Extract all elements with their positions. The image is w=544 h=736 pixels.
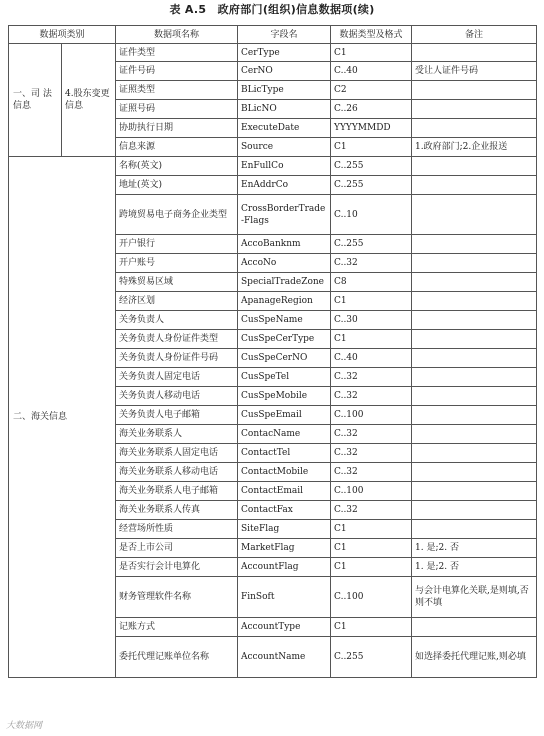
note-cell: 1.政府部门;2.企业报送 xyxy=(412,138,537,157)
note-cell xyxy=(412,501,537,520)
item-name-cell: 证照类型 xyxy=(116,81,238,100)
item-name-cell: 关务负责人移动电话 xyxy=(116,387,238,406)
note-cell xyxy=(412,520,537,539)
note-cell xyxy=(412,387,537,406)
item-name-cell: 开户账号 xyxy=(116,254,238,273)
field-name-cell: AccoBanknm xyxy=(238,235,331,254)
data-type-cell: C..32 xyxy=(331,254,412,273)
item-name-cell: 信息来源 xyxy=(116,138,238,157)
note-cell xyxy=(412,254,537,273)
note-cell: 受让人证件号码 xyxy=(412,62,537,81)
item-name-cell: 是否实行会计电算化 xyxy=(116,558,238,577)
table-caption: 表 A.5 政府部门(组织)信息数据项(续) xyxy=(169,3,375,16)
field-name-cell: BLicNO xyxy=(238,100,331,119)
header-field-name: 字段名 xyxy=(238,26,331,44)
data-type-cell: C..10 xyxy=(331,195,412,235)
item-name-cell: 开户银行 xyxy=(116,235,238,254)
field-name-cell: CerType xyxy=(238,44,331,62)
note-cell xyxy=(412,44,537,62)
note-cell xyxy=(412,195,537,235)
note-cell xyxy=(412,235,537,254)
data-type-cell: C..26 xyxy=(331,100,412,119)
item-name-cell: 是否上市公司 xyxy=(116,539,238,558)
field-name-cell: FinSoft xyxy=(238,577,331,618)
data-type-cell: C..32 xyxy=(331,387,412,406)
data-type-cell: C..100 xyxy=(331,577,412,618)
item-name-cell: 经济区划 xyxy=(116,292,238,311)
data-items-table xyxy=(8,25,537,678)
field-name-cell: EnAddrCo xyxy=(238,176,331,195)
note-cell xyxy=(412,463,537,482)
field-name-cell: SiteFlag xyxy=(238,520,331,539)
item-name-cell: 协助执行日期 xyxy=(116,119,238,138)
data-type-cell: C1 xyxy=(331,330,412,349)
item-name-cell: 证件类型 xyxy=(116,44,238,62)
data-type-cell: C1 xyxy=(331,520,412,539)
subcategory-cell: 4.股东变更信息 xyxy=(62,44,116,157)
data-type-cell: C8 xyxy=(331,273,412,292)
item-name-cell: 海关业务联系人电子邮箱 xyxy=(116,482,238,501)
field-name-cell: ExecuteDate xyxy=(238,119,331,138)
note-cell xyxy=(412,119,537,138)
field-name-cell: AccountFlag xyxy=(238,558,331,577)
note-cell xyxy=(412,349,537,368)
field-name-cell: ContacName xyxy=(238,425,331,444)
table-row xyxy=(9,44,537,62)
table-row xyxy=(9,157,537,176)
field-name-cell: SpecialTradeZone xyxy=(238,273,331,292)
note-cell xyxy=(412,273,537,292)
data-type-cell: YYYYMMDD xyxy=(331,119,412,138)
header-row xyxy=(9,26,537,44)
data-type-cell: C..100 xyxy=(331,406,412,425)
field-name-cell: CrossBorderTrade-Flags xyxy=(238,195,331,235)
field-name-cell: CerNO xyxy=(238,62,331,81)
field-name-cell: CusSpeCerNO xyxy=(238,349,331,368)
data-type-cell: C1 xyxy=(331,44,412,62)
item-name-cell: 关务负责人 xyxy=(116,311,238,330)
data-type-cell: C..30 xyxy=(331,311,412,330)
item-name-cell: 关务负责人固定电话 xyxy=(116,368,238,387)
item-name-cell: 名称(英文) xyxy=(116,157,238,176)
item-name-cell: 海关业务联系人传真 xyxy=(116,501,238,520)
note-cell: 与会计电算化关联,是则填,否则不填 xyxy=(412,577,537,618)
note-cell xyxy=(412,444,537,463)
item-name-cell: 经营场所性质 xyxy=(116,520,238,539)
item-name-cell: 财务管理软件名称 xyxy=(116,577,238,618)
watermark-text: 大数据网 xyxy=(6,721,43,731)
item-name-cell: 证件号码 xyxy=(116,62,238,81)
item-name-cell: 委托代理记账单位名称 xyxy=(116,637,238,678)
field-name-cell: AccountName xyxy=(238,637,331,678)
data-type-cell: C2 xyxy=(331,81,412,100)
item-name-cell: 记账方式 xyxy=(116,618,238,637)
item-name-cell: 关务负责人电子邮箱 xyxy=(116,406,238,425)
item-name-cell: 海关业务联系人 xyxy=(116,425,238,444)
note-cell xyxy=(412,425,537,444)
note-cell xyxy=(412,330,537,349)
item-name-cell: 地址(英文) xyxy=(116,176,238,195)
data-type-cell: C..32 xyxy=(331,463,412,482)
note-cell: 1. 是;2. 否 xyxy=(412,558,537,577)
data-type-cell: C1 xyxy=(331,292,412,311)
field-name-cell: CusSpeCerType xyxy=(238,330,331,349)
note-cell xyxy=(412,406,537,425)
note-cell xyxy=(412,311,537,330)
data-type-cell: C..32 xyxy=(331,501,412,520)
data-type-cell: C..32 xyxy=(331,444,412,463)
item-name-cell: 跨境贸易电子商务企业类型 xyxy=(116,195,238,235)
data-type-cell: C..32 xyxy=(331,425,412,444)
item-name-cell: 海关业务联系人移动电话 xyxy=(116,463,238,482)
field-name-cell: ContactTel xyxy=(238,444,331,463)
field-name-cell: ContactFax xyxy=(238,501,331,520)
item-name-cell: 关务负责人身份证件类型 xyxy=(116,330,238,349)
field-name-cell: Source xyxy=(238,138,331,157)
header-data-type: 数据类型及格式 xyxy=(331,26,412,44)
field-name-cell: CusSpeEmail xyxy=(238,406,331,425)
field-name-cell: ApanageRegion xyxy=(238,292,331,311)
data-type-cell: C1 xyxy=(331,138,412,157)
field-name-cell: AccountType xyxy=(238,618,331,637)
data-type-cell: C1 xyxy=(331,558,412,577)
note-cell xyxy=(412,618,537,637)
field-name-cell: BLicType xyxy=(238,81,331,100)
data-type-cell: C..100 xyxy=(331,482,412,501)
field-name-cell: MarketFlag xyxy=(238,539,331,558)
field-name-cell: ContactEmail xyxy=(238,482,331,501)
data-type-cell: C..40 xyxy=(331,349,412,368)
data-type-cell: C..255 xyxy=(331,157,412,176)
data-type-cell: C..255 xyxy=(331,176,412,195)
note-cell xyxy=(412,368,537,387)
header-item-name: 数据项名称 xyxy=(116,26,238,44)
note-cell xyxy=(412,100,537,119)
note-cell xyxy=(412,81,537,100)
field-name-cell: AccoNo xyxy=(238,254,331,273)
data-type-cell: C1 xyxy=(331,618,412,637)
data-type-cell: C1 xyxy=(331,539,412,558)
note-cell: 1. 是;2. 否 xyxy=(412,539,537,558)
field-name-cell: CusSpeName xyxy=(238,311,331,330)
data-type-cell: C..40 xyxy=(331,62,412,81)
header-category: 数据项类别 xyxy=(9,26,116,44)
item-name-cell: 特殊贸易区域 xyxy=(116,273,238,292)
note-cell xyxy=(412,292,537,311)
category-cell: 二、海关信息 xyxy=(9,157,116,678)
field-name-cell: CusSpeMobile xyxy=(238,387,331,406)
data-type-cell: C..255 xyxy=(331,235,412,254)
note-cell: 如选择委托代理记账,则必填 xyxy=(412,637,537,678)
header-note: 备注 xyxy=(412,26,537,44)
field-name-cell: CusSpeTel xyxy=(238,368,331,387)
table-body xyxy=(9,44,537,678)
item-name-cell: 海关业务联系人固定电话 xyxy=(116,444,238,463)
note-cell xyxy=(412,157,537,176)
note-cell xyxy=(412,176,537,195)
field-name-cell: ContactMobile xyxy=(238,463,331,482)
data-type-cell: C..32 xyxy=(331,368,412,387)
item-name-cell: 证照号码 xyxy=(116,100,238,119)
field-name-cell: EnFullCo xyxy=(238,157,331,176)
item-name-cell: 关务负责人身份证件号码 xyxy=(116,349,238,368)
note-cell xyxy=(412,482,537,501)
category-cell: 一、司 法信息 xyxy=(9,44,62,157)
data-type-cell: C..255 xyxy=(331,637,412,678)
